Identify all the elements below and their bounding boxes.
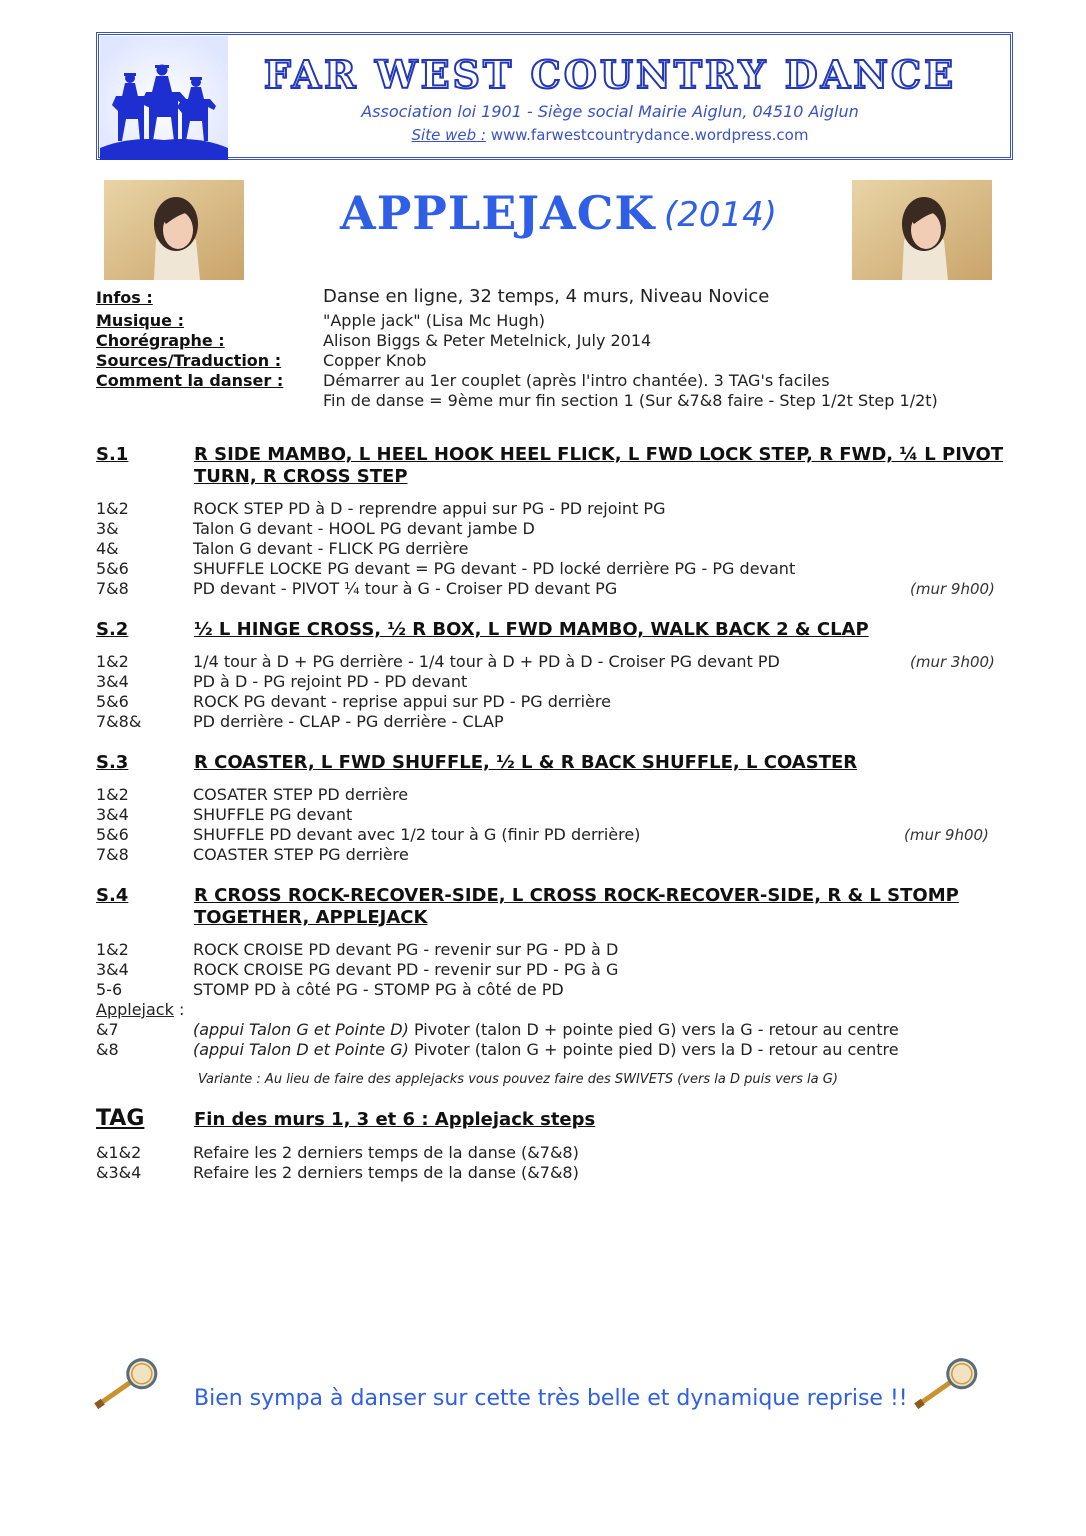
step-count: 3&4	[96, 805, 129, 824]
choreographer-label: Chorégraphe :	[96, 331, 225, 350]
step-count: 5&6	[96, 692, 129, 711]
step-text: PD devant - PIVOT ¼ tour à G - Croiser PD devant PG	[193, 579, 618, 598]
footer-slogan: Bien sympa à danser sur cette très belle et dynamique reprise !!	[194, 1386, 908, 1411]
step-text: SHUFFLE LOCKE PG devant = PG devant - PD locké derrière PG - PG devant	[193, 559, 796, 578]
how-to-dance-value: Démarrer au 1er couplet (après l'intro chantée). 3 TAG's faciles	[323, 371, 830, 390]
sources-label: Sources/Traduction :	[96, 351, 282, 370]
applejack-colon: :	[173, 1000, 185, 1019]
applejack-text: Pivoter (talon G + pointe pied D) vers la D - retour au centre	[408, 1040, 899, 1059]
step-count: 7&8	[96, 845, 129, 864]
step-text: ROCK CROISE PG devant PD - revenir sur PD - PG à G	[193, 960, 619, 979]
banjo-icon	[908, 1358, 984, 1414]
step-text: PD derrière - CLAP - PG derrière - CLAP	[193, 712, 504, 731]
applejack-label: Applejack	[96, 1000, 174, 1019]
step-text: Refaire les 2 derniers temps de la danse (&7&8)	[193, 1143, 579, 1162]
applejack-support: (appui Talon D et Pointe G)	[193, 1040, 409, 1059]
music-value: "Apple jack" (Lisa Mc Hugh)	[323, 311, 545, 330]
tag-title: Fin des murs 1, 3 et 6 : Applejack steps	[194, 1109, 596, 1130]
site-url-link[interactable]: www.farwestcountrydance.wordpress.com	[490, 126, 809, 144]
step-count: &8	[96, 1040, 119, 1059]
site-label: Site web :	[411, 126, 486, 144]
choreographer-value: Alison Biggs & Peter Metelnick, July 2014	[323, 331, 652, 350]
variant-note: Variante : Au lieu de faire des applejacks vous pouvez faire des SWIVETS (vers la D puis vers la G)	[198, 1072, 838, 1087]
step-text: 1/4 tour à D + PG derrière - 1/4 tour à D + PD à D - Croiser PG devant PD	[193, 652, 780, 671]
step-text: PD à D - PG rejoint PD - PD devant	[193, 672, 468, 691]
step-count: 1&2	[96, 940, 129, 959]
dancer-photo-right	[852, 180, 992, 280]
step-text: ROCK STEP PD à D - reprendre appui sur PG - PD rejoint PG	[193, 499, 666, 518]
wall-note: (mur 3h00)	[910, 653, 995, 671]
step-count: 3&	[96, 519, 119, 538]
step-text: ROCK PG devant - reprise appui sur PD - PG derrière	[193, 692, 611, 711]
applejack-text: Pivoter (talon D + pointe pied G) vers la G - retour au centre	[408, 1020, 899, 1039]
step-count: 1&2	[96, 652, 129, 671]
step-count: 5&6	[96, 559, 129, 578]
step-count: 7&8	[96, 579, 129, 598]
step-count: 5&6	[96, 825, 129, 844]
dance-title: APPLEJACK	[340, 186, 656, 240]
sources-value: Copper Knob	[323, 351, 427, 370]
section-code: S.1	[96, 444, 129, 465]
step-count: &3&4	[96, 1163, 142, 1182]
section-title: R CROSS ROCK-RECOVER-SIDE, L CROSS ROCK-RECOVER-SIDE, R & L STOMP TOGETHER, APPLEJACK	[194, 885, 959, 928]
section-code: S.3	[96, 752, 129, 773]
how-to-dance-value-2: Fin de danse = 9ème mur fin section 1 (Sur &7&8 faire - Step 1/2t Step 1/2t)	[323, 391, 938, 410]
applejack-step	[193, 1020, 899, 1039]
music-label: Musique :	[96, 311, 184, 330]
wall-note: (mur 9h00)	[910, 580, 995, 598]
section-code: S.2	[96, 619, 129, 640]
applejack-label-line	[96, 1000, 184, 1019]
info-label: Infos :	[96, 288, 153, 307]
dance-year: (2014)	[664, 195, 778, 235]
step-text: COSATER STEP PD derrière	[193, 785, 409, 804]
info-value: Danse en ligne, 32 temps, 4 murs, Niveau Novice	[323, 286, 770, 307]
step-count: &1&2	[96, 1143, 142, 1162]
step-count: 1&2	[96, 785, 129, 804]
step-text: COASTER STEP PG derrière	[193, 845, 409, 864]
riders-silhouette-icon	[100, 36, 228, 160]
step-count: 3&4	[96, 672, 129, 691]
step-count: 5-6	[96, 980, 123, 999]
applejack-step	[193, 1040, 899, 1059]
site-line	[210, 126, 1010, 144]
association-line: Association loi 1901 - Siège social Mairie Aiglun, 04510 Aiglun	[361, 102, 859, 121]
wall-note: (mur 9h00)	[904, 826, 989, 844]
step-text: SHUFFLE PD devant avec 1/2 tour à G (finir PD derrière)	[193, 825, 641, 844]
club-title: FAR WEST COUNTRY DANCE	[263, 52, 957, 97]
section-title: R SIDE MAMBO, L HEEL HOOK HEEL FLICK, L FWD LOCK STEP, R FWD, ¼ L PIVOT TURN, R CROSS STEP	[194, 444, 1004, 487]
step-count: 4&	[96, 539, 119, 558]
step-text: Refaire les 2 derniers temps de la danse (&7&8)	[193, 1163, 579, 1182]
step-count: &7	[96, 1020, 119, 1039]
step-text: Talon G devant - HOOL PG devant jambe D	[193, 519, 535, 538]
step-text: ROCK CROISE PD devant PG - revenir sur PG - PD à D	[193, 940, 619, 959]
applejack-support: (appui Talon G et Pointe D)	[193, 1020, 409, 1039]
section-code: S.4	[96, 885, 129, 906]
step-text: Talon G devant - FLICK PG derrière	[193, 539, 469, 558]
step-count: 7&8&	[96, 712, 142, 731]
banjo-icon	[88, 1358, 164, 1414]
dancer-photo-left	[104, 180, 244, 280]
step-count: 1&2	[96, 499, 129, 518]
tag-code: TAG	[96, 1106, 145, 1131]
section-title: ½ L HINGE CROSS, ½ R BOX, L FWD MAMBO, WALK BACK 2 & CLAP	[194, 619, 869, 640]
step-text: SHUFFLE PG devant	[193, 805, 353, 824]
how-to-dance-label: Comment la danser :	[96, 371, 284, 390]
step-count: 3&4	[96, 960, 129, 979]
section-title: R COASTER, L FWD SHUFFLE, ½ L & R BACK SHUFFLE, L COASTER	[194, 752, 858, 773]
step-text: STOMP PD à côté PG - STOMP PG à côté de PD	[193, 980, 564, 999]
